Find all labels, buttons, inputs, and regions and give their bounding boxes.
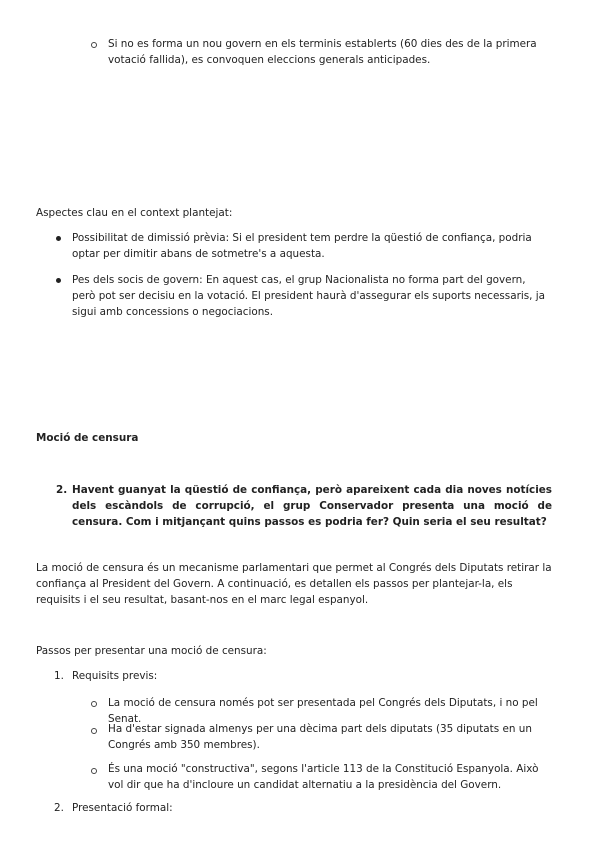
step-label: Presentació formal: (72, 802, 173, 814)
question-number: 2. (56, 484, 68, 496)
steps-heading: Passos per presentar una moció de censura: (36, 645, 267, 657)
step-subitem: Ha d'estar signada almenys per una dècima part dels diputats (35 diputats en un Congrés amb 350 membres). (108, 723, 532, 751)
bullet-circle-icon (91, 701, 97, 707)
bullet-dot-icon (56, 278, 61, 283)
bullet-circle-icon (91, 768, 97, 774)
section-title: Moció de censura (36, 432, 139, 444)
aspect-item: Pes dels socis de govern: En aquest cas, el grup Nacionalista no forma part del govern, però pot ser decisiu en la votació. El president haurà d'assegurar els suports necessaris, ja sigui amb concessions o negociacions. (72, 274, 546, 318)
step-subitem: És una moció "constructiva", segons l'article 113 de la Constitució Espanyola. Això vol dir que ha d'incloure un candidat alternatiu a la presidència del Govern. (108, 763, 539, 791)
bullet-circle-icon (91, 42, 97, 48)
top-bullet-text: Si no es forma un nou govern en els terminis establerts (60 dies des de la primera votació fallida), es convoquen eleccions generals anticipades. (108, 38, 537, 66)
aspects-heading: Aspectes clau en el context plantejat: (36, 207, 233, 219)
bullet-dot-icon (56, 236, 61, 241)
step-label: Requisits previs: (72, 670, 158, 682)
aspect-item: Possibilitat de dimissió prèvia: Si el president tem perdre la qüestió de confiança, podria optar per dimitir abans de sotmetre's a aquesta. (72, 232, 532, 260)
step-number: 1. (54, 670, 64, 682)
bullet-circle-icon (91, 728, 97, 734)
intro-paragraph: La moció de censura és un mecanisme parlamentari que permet al Congrés dels Diputats retirar la confiança al President del Govern. A continuació, es detallen els passos per plantejar-la, els requisits i el seu resultat, basant-nos en el marc legal espanyol. (36, 562, 552, 606)
step-number: 2. (54, 802, 64, 814)
step-subitem: La moció de censura només pot ser presentada pel Congrés dels Diputats, i no pel Senat. (108, 697, 538, 725)
question-text: Havent guanyat la qüestió de confiança, però apareixent cada dia noves notícies dels escàndols de corrupció, el grup Conservador presenta una moció de censura. Com i mitjançant quins passos es podria fer? Quin seria el seu resultat? (72, 484, 552, 528)
